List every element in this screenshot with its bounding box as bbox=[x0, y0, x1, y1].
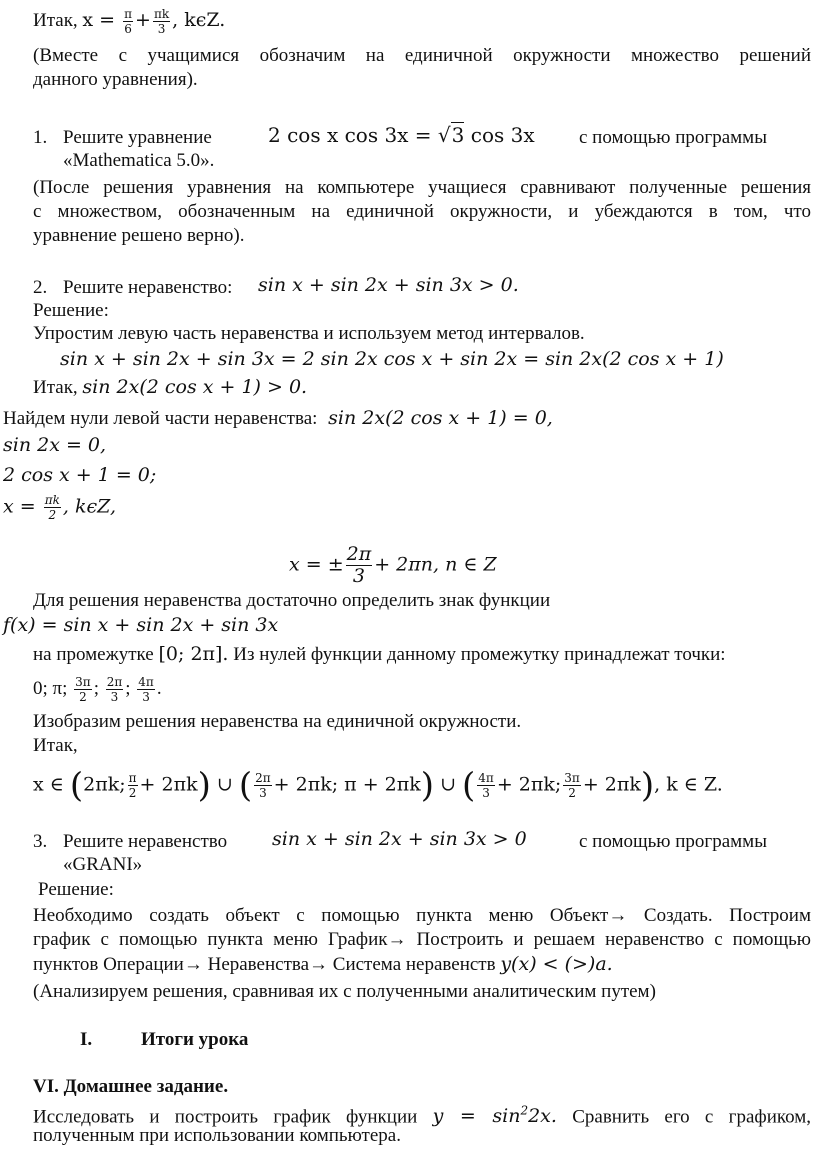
list-item-text: Решите неравенство: bbox=[63, 277, 233, 298]
math-expr: sin 2x(2 cos x + 1) = 0, bbox=[328, 407, 553, 429]
paragraph-line: Изобразим решения неравенства на единичной окружности. bbox=[33, 711, 522, 732]
math-equation bbox=[289, 545, 497, 586]
fraction bbox=[74, 676, 92, 703]
sqrt-radicand: 3 bbox=[451, 123, 465, 147]
section-heading-text: Итоги урока bbox=[141, 1029, 249, 1050]
math-expr: , kϵZ, bbox=[62, 495, 117, 518]
section-number-text: I. bbox=[80, 1029, 93, 1050]
list-item-text: с помощью программы bbox=[579, 831, 767, 852]
math-function bbox=[433, 1105, 557, 1127]
text: Итак, bbox=[33, 9, 78, 31]
paragraph-line: Упростим левую часть неравенства и используем метод интервалов. bbox=[33, 323, 585, 344]
math-equation bbox=[268, 124, 535, 147]
denominator: 2 bbox=[48, 508, 57, 522]
text: 0; π; bbox=[33, 677, 68, 699]
section-number bbox=[80, 1028, 92, 1051]
numerator: πk bbox=[44, 493, 60, 507]
paragraph-line: Итак, bbox=[33, 735, 78, 756]
fraction bbox=[477, 772, 495, 799]
text: Найдем нули левой части неравенства: bbox=[3, 408, 318, 429]
math-expr: 2 cos x cos 3x = bbox=[268, 123, 438, 147]
math-equation bbox=[3, 494, 116, 521]
paragraph-line: (Вместе с учащимися обозначим на единичной окружности множество решений bbox=[33, 45, 811, 66]
math-expr: y(x) < (>)a. bbox=[500, 953, 613, 975]
fraction bbox=[128, 772, 138, 799]
text: пунктов Операции→ Неравенства→ Система неравенств bbox=[33, 954, 496, 975]
section-heading-text: VI. Домашнее задание. bbox=[33, 1076, 229, 1097]
paragraph-line: уравнение решено верно). bbox=[33, 225, 245, 246]
list-item-text: Решите неравенство bbox=[63, 831, 228, 852]
math-expr: + 2πk; bbox=[496, 773, 562, 796]
math-expr: 2πk; bbox=[83, 773, 126, 796]
numerator: 2π bbox=[255, 771, 271, 785]
numerator: 3π bbox=[564, 771, 580, 785]
numerator: 4π bbox=[478, 771, 494, 785]
text: Из нулей функции данному промежутку принадлежат точки: bbox=[233, 644, 726, 665]
fraction bbox=[123, 8, 133, 35]
list-number: 1. bbox=[33, 127, 48, 148]
denominator: 6 bbox=[124, 22, 132, 36]
text: Сравнить его с графиком, bbox=[572, 1106, 812, 1128]
paragraph-line bbox=[33, 953, 613, 976]
math-equation: sin x + sin 2x + sin 3x = 2 sin 2x cos x + sin 2x = sin 2x(2 cos x + 1) bbox=[60, 348, 724, 370]
math-expr: + 2πk; π + 2πk bbox=[273, 773, 421, 796]
math-expr: + 2πk bbox=[582, 773, 641, 796]
paren-close: ) bbox=[640, 765, 655, 806]
union-symbol: ∪ bbox=[216, 773, 233, 796]
text: на промежутке bbox=[33, 644, 154, 665]
list-number: 3. bbox=[33, 831, 48, 852]
paragraph-line: (После решения уравнения на компьютере учащиеся сравнивают полученные решения bbox=[33, 177, 811, 198]
math-expr: x = bbox=[3, 495, 42, 518]
math-expr: x = bbox=[82, 8, 122, 31]
denominator: 2 bbox=[79, 690, 87, 704]
fraction bbox=[563, 772, 581, 799]
math-inequality: sin x + sin 2x + sin 3x > 0 bbox=[272, 828, 527, 850]
fraction bbox=[153, 8, 170, 35]
denominator: 2 bbox=[568, 786, 576, 800]
math-expr: 2x. bbox=[528, 1105, 557, 1128]
paren-open: ( bbox=[238, 765, 253, 806]
math-expr: x ∈ bbox=[33, 773, 64, 796]
text: Исследовать и построить график функции bbox=[33, 1106, 418, 1128]
numerator: πk bbox=[153, 7, 170, 21]
math-equation: sin 2x = 0, bbox=[3, 434, 107, 456]
denominator: 3 bbox=[259, 786, 267, 800]
math-inequality: sin x + sin 2x + sin 3x > 0. bbox=[258, 274, 519, 296]
text: Итак, bbox=[33, 377, 78, 398]
list-item-text: Решите уравнение bbox=[63, 127, 212, 148]
paren-close: ) bbox=[197, 765, 211, 806]
paragraph-line: Решение: bbox=[33, 300, 109, 321]
fraction bbox=[137, 676, 155, 703]
math-op: + bbox=[135, 8, 151, 31]
math-function: f(x) = sin x + sin 2x + sin 3x bbox=[3, 614, 279, 636]
paragraph-line: (Анализируем решения, сравнивая их с полученными аналитическим путем) bbox=[33, 981, 656, 1002]
paragraph-line bbox=[33, 676, 162, 703]
math-expr: + 2πk bbox=[139, 773, 198, 796]
math-expr: y = sin bbox=[432, 1105, 521, 1128]
denominator: 3 bbox=[352, 565, 365, 587]
math-interval: [0; 2π]. bbox=[158, 643, 229, 665]
list-number: 2. bbox=[33, 277, 48, 298]
section-heading bbox=[33, 1075, 228, 1098]
paragraph-line bbox=[33, 643, 726, 666]
paragraph-line: Необходимо создать объект с помощью пункта меню Объект→ Создать. Построим bbox=[33, 905, 811, 926]
fraction bbox=[44, 494, 61, 521]
denominator: 3 bbox=[110, 690, 119, 704]
fraction bbox=[346, 545, 373, 586]
math-expr: sin 2x(2 cos x + 1) > 0. bbox=[82, 376, 308, 398]
exponent: 2 bbox=[520, 1104, 529, 1118]
math-expr: cos 3x bbox=[470, 123, 535, 147]
fraction bbox=[254, 772, 272, 799]
sqrt-sign: √ bbox=[437, 123, 451, 147]
paren-open: ( bbox=[462, 765, 476, 806]
paren-open: ( bbox=[69, 765, 84, 806]
union-symbol: ∪ bbox=[440, 773, 456, 796]
fraction bbox=[106, 676, 124, 703]
list-item-text: с помощью программы bbox=[579, 127, 767, 148]
section-heading bbox=[141, 1028, 248, 1051]
list-item-text: «GRANI» bbox=[63, 854, 143, 875]
math-expr: , k ∈ Z. bbox=[654, 773, 723, 796]
math-expr: , kϵZ. bbox=[172, 8, 226, 31]
period: . bbox=[156, 677, 162, 699]
denominator: 3 bbox=[157, 22, 166, 36]
numerator: π bbox=[124, 7, 133, 21]
numerator: 4π bbox=[138, 675, 154, 689]
numerator: 2π bbox=[106, 675, 123, 689]
math-solution-set bbox=[33, 765, 723, 806]
math-expr: x = ± bbox=[289, 553, 344, 576]
separator: ; bbox=[93, 677, 99, 699]
list-item-text: «Mathematica 5.0». bbox=[63, 150, 215, 171]
denominator: 3 bbox=[142, 690, 150, 704]
paragraph-line bbox=[33, 376, 307, 399]
paragraph-line: с множеством, обозначенным на единичной окружности, и убеждаются в том, что bbox=[33, 201, 811, 222]
denominator: 3 bbox=[482, 786, 490, 800]
paragraph-line: полученным при использовании компьютера. bbox=[33, 1125, 401, 1146]
separator: ; bbox=[125, 677, 131, 699]
line-result-1 bbox=[33, 8, 225, 35]
paragraph-line: Решение: bbox=[38, 879, 114, 900]
numerator: 2π bbox=[346, 543, 372, 565]
math-equation: 2 cos x + 1 = 0; bbox=[3, 464, 157, 486]
paren-close: ) bbox=[420, 765, 435, 806]
paragraph-line: график с помощью пункта меню График→ Построить и решаем неравенство с помощью bbox=[33, 929, 811, 950]
paragraph-line: данного уравнения). bbox=[33, 69, 198, 90]
paragraph-line bbox=[3, 407, 553, 430]
denominator: 2 bbox=[128, 786, 137, 800]
math-expr: + 2πn, n ∈ Z bbox=[374, 553, 497, 576]
paragraph-line: Для решения неравенства достаточно определить знак функции bbox=[33, 590, 551, 611]
numerator: 3π bbox=[75, 675, 91, 689]
numerator: π bbox=[128, 771, 137, 785]
